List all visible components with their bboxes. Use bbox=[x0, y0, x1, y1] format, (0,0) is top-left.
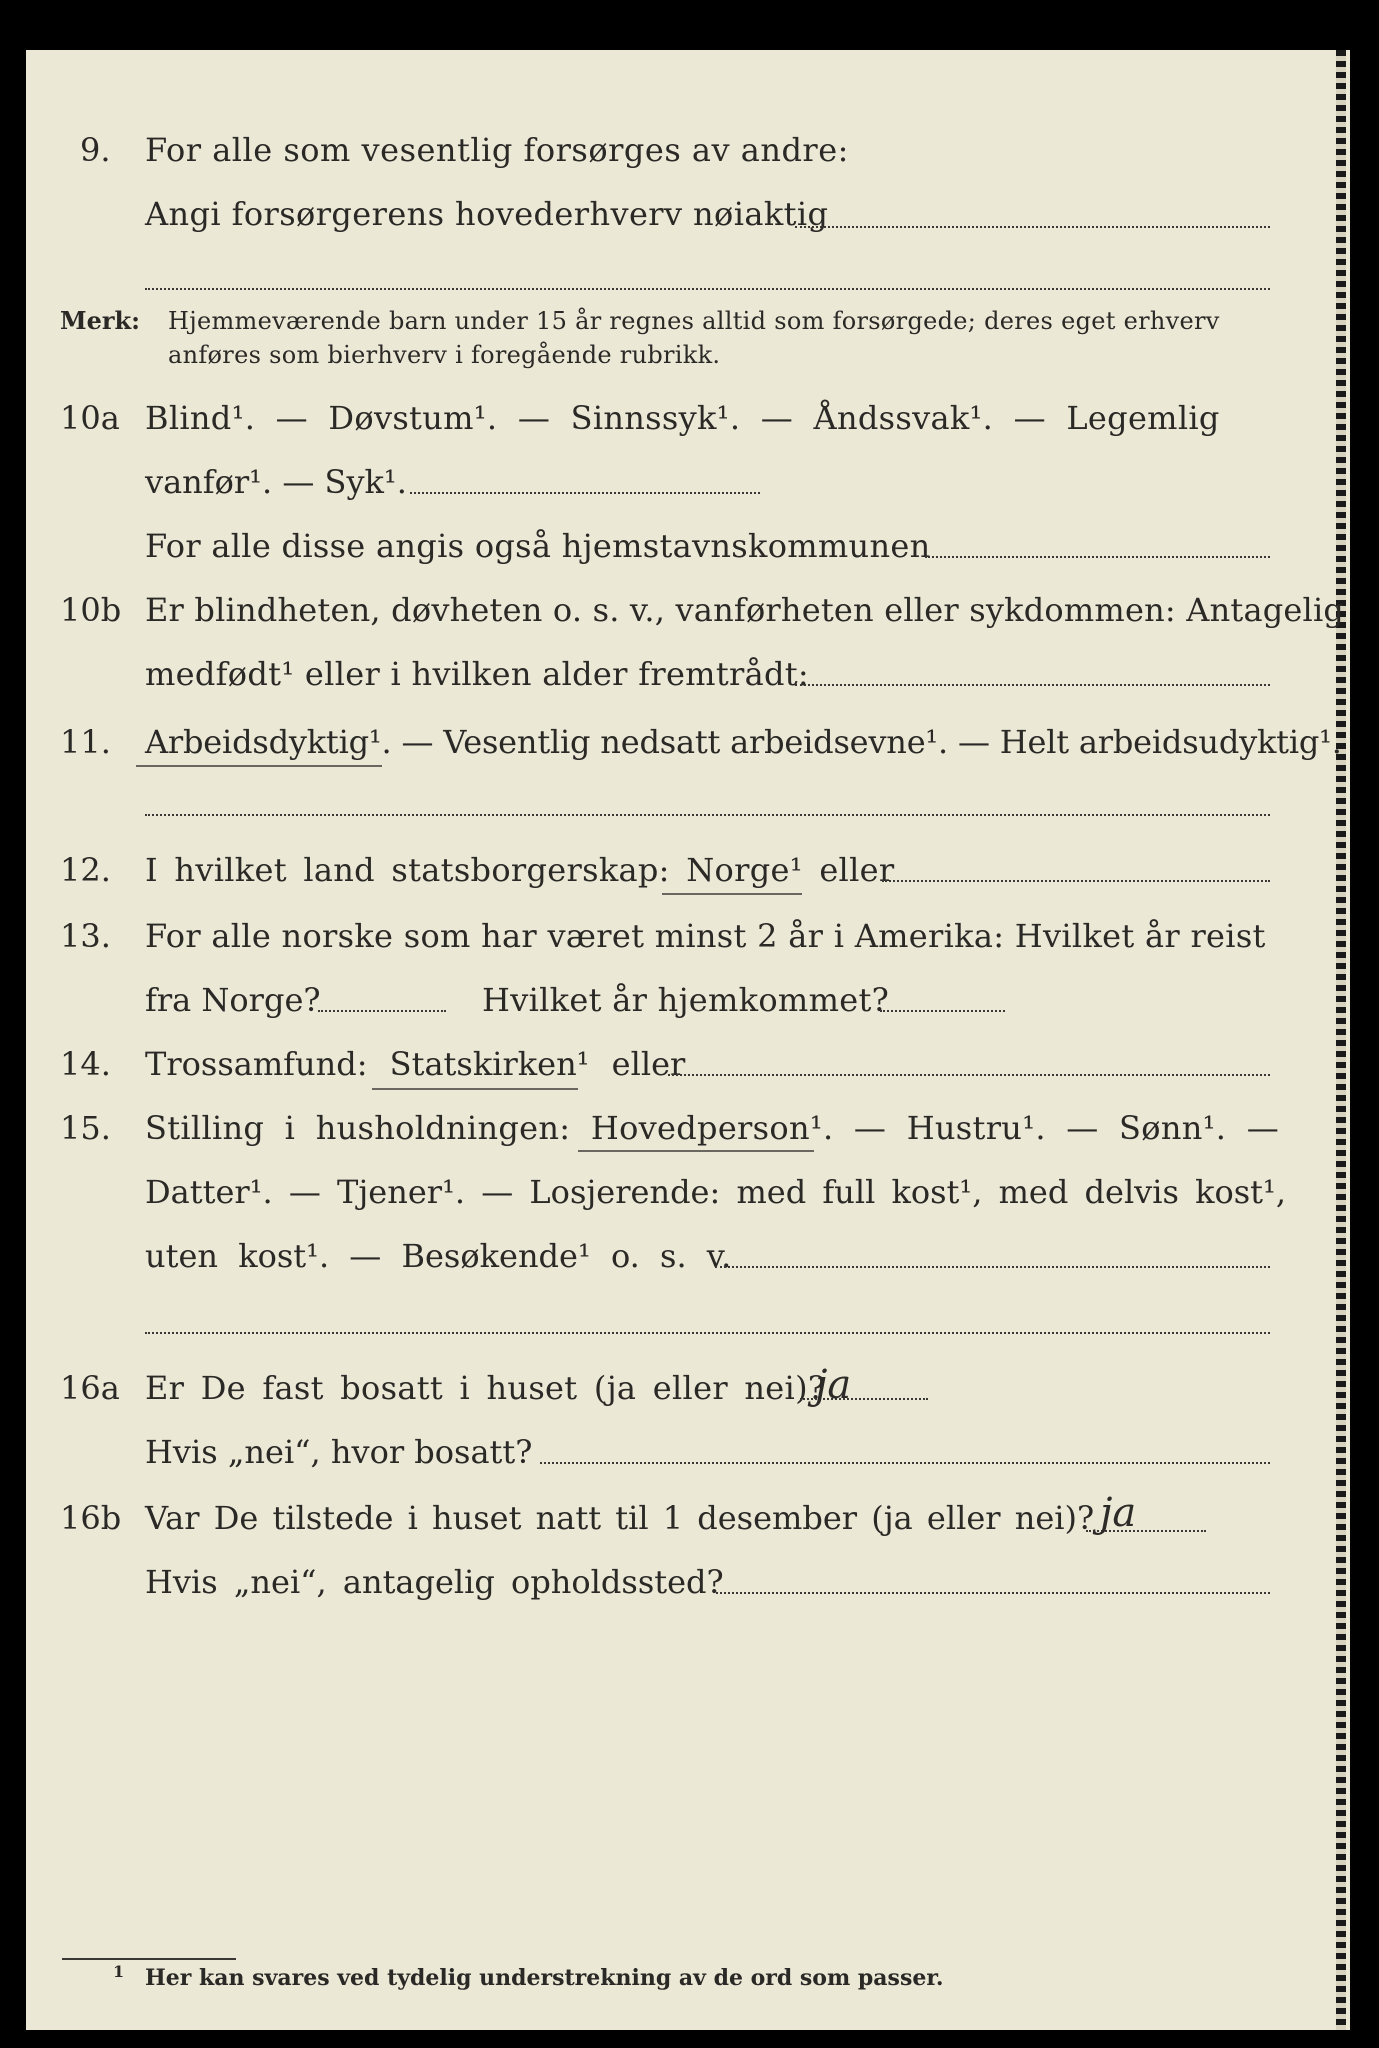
q10a-number: 10a bbox=[60, 399, 120, 437]
q11-underline-arbeidsdyktig bbox=[136, 765, 382, 767]
q15-line3: uten kost¹. — Besøkende¹ o. s. v. bbox=[145, 1237, 732, 1275]
q16a-number: 16a bbox=[60, 1369, 120, 1407]
q15-line2: Datter¹. — Tjener¹. — Losjerende: med full kost¹, med delvis kost¹, bbox=[145, 1173, 1287, 1211]
q10b-line2: medfødt¹ eller i hvilken alder fremtrådt: bbox=[145, 655, 809, 693]
q9-line2: Angi forsørgerens hovederhverv nøiaktig bbox=[145, 195, 829, 233]
q10b-line1: Er blindheten, døvheten o. s. v., vanførheten eller sykdommen: Antagelig bbox=[145, 591, 1345, 629]
q12-number: 12. bbox=[60, 851, 111, 889]
q11-line1: Arbeidsdyktig¹. — Vesentlig nedsatt arbeidsevne¹. — Helt arbeidsudyktig¹. bbox=[145, 723, 1342, 761]
q10a-municipality-line[interactable] bbox=[925, 556, 1270, 558]
q9-number: 9. bbox=[80, 131, 111, 169]
q14-number: 14. bbox=[60, 1045, 111, 1083]
q13-year-returned-line[interactable] bbox=[880, 1010, 1005, 1012]
footnote-rule bbox=[62, 1958, 236, 1960]
q15-line1: Stilling i husholdningen: Hovedperson¹. — Hustru¹. — Sønn¹. — bbox=[145, 1109, 1280, 1147]
merk-line2: anføres som bierhverv i foregående rubrikk. bbox=[168, 341, 721, 369]
q13-number: 13. bbox=[60, 917, 111, 955]
q11-number: 11. bbox=[60, 723, 111, 761]
q10b-answer-line[interactable] bbox=[795, 684, 1270, 686]
q16b-line1: Var De tilstede i huset natt til 1 desember (ja eller nei)? bbox=[145, 1499, 1095, 1537]
q14-line1: Trossamfund: Statskirken¹ eller bbox=[145, 1045, 686, 1083]
q13-line2a: fra Norge? bbox=[145, 981, 321, 1019]
q10a-line1: Blind¹. — Døvstum¹. — Sinnssyk¹. — Åndssvak¹. — Legemlig bbox=[145, 399, 1220, 437]
merk-label: Merk: bbox=[60, 306, 140, 335]
merk-line1: Hjemmeværende barn under 15 år regnes alltid som forsørgede; deres eget erhverv bbox=[168, 307, 1220, 335]
q16a-residence-line[interactable] bbox=[540, 1462, 1270, 1464]
q14-underline-statskirken bbox=[372, 1088, 578, 1090]
q9-line1: For alle som vesentlig forsørges av andre: bbox=[145, 131, 849, 169]
footnote-mark: 1 bbox=[113, 1962, 125, 1981]
q13-year-left-line[interactable] bbox=[318, 1010, 446, 1012]
q16a-handwritten-answer: ja bbox=[815, 1362, 852, 1408]
q16b-whereabouts-line[interactable] bbox=[716, 1592, 1270, 1594]
q15-extra-line[interactable] bbox=[145, 1332, 1270, 1334]
q16b-number: 16b bbox=[60, 1499, 122, 1537]
q14-answer-line[interactable] bbox=[668, 1074, 1270, 1076]
q12-line1: I hvilket land statsborgerskap: Norge¹ eller bbox=[145, 851, 895, 889]
q15-answer-line[interactable] bbox=[715, 1266, 1270, 1268]
q16a-line1: Er De fast bosatt i huset (ja eller nei)? bbox=[145, 1369, 826, 1407]
q16a-line2: Hvis „nei“, hvor bosatt? bbox=[145, 1433, 533, 1471]
q10a-line3: For alle disse angis også hjemstavnskommunen bbox=[145, 527, 931, 565]
q12-answer-line[interactable] bbox=[882, 880, 1270, 882]
q10a-sick-line[interactable] bbox=[410, 492, 760, 494]
q10a-line2: vanfør¹. — Syk¹. bbox=[145, 463, 407, 501]
q16b-line2: Hvis „nei“, antagelig opholdssted? bbox=[145, 1563, 724, 1601]
q13-line2b: Hvilket år hjemkommet? bbox=[482, 981, 890, 1019]
q13-line1: For alle norske som har været minst 2 år i Amerika: Hvilket år reist bbox=[145, 917, 1266, 955]
q9-extra-line[interactable] bbox=[145, 288, 1270, 290]
q16b-handwritten-answer: ja bbox=[1100, 1490, 1137, 1536]
q11-extra-line[interactable] bbox=[145, 814, 1270, 816]
footnote-text: Her kan svares ved tydelig understrekning av de ord som passer. bbox=[145, 1965, 944, 1991]
q15-number: 15. bbox=[60, 1109, 111, 1147]
q10b-number: 10b bbox=[60, 591, 122, 629]
q15-underline-hovedperson bbox=[578, 1150, 814, 1152]
q12-underline-norge bbox=[662, 893, 802, 895]
paper-edge bbox=[1336, 50, 1346, 2030]
q9-answer-line[interactable] bbox=[795, 226, 1270, 228]
